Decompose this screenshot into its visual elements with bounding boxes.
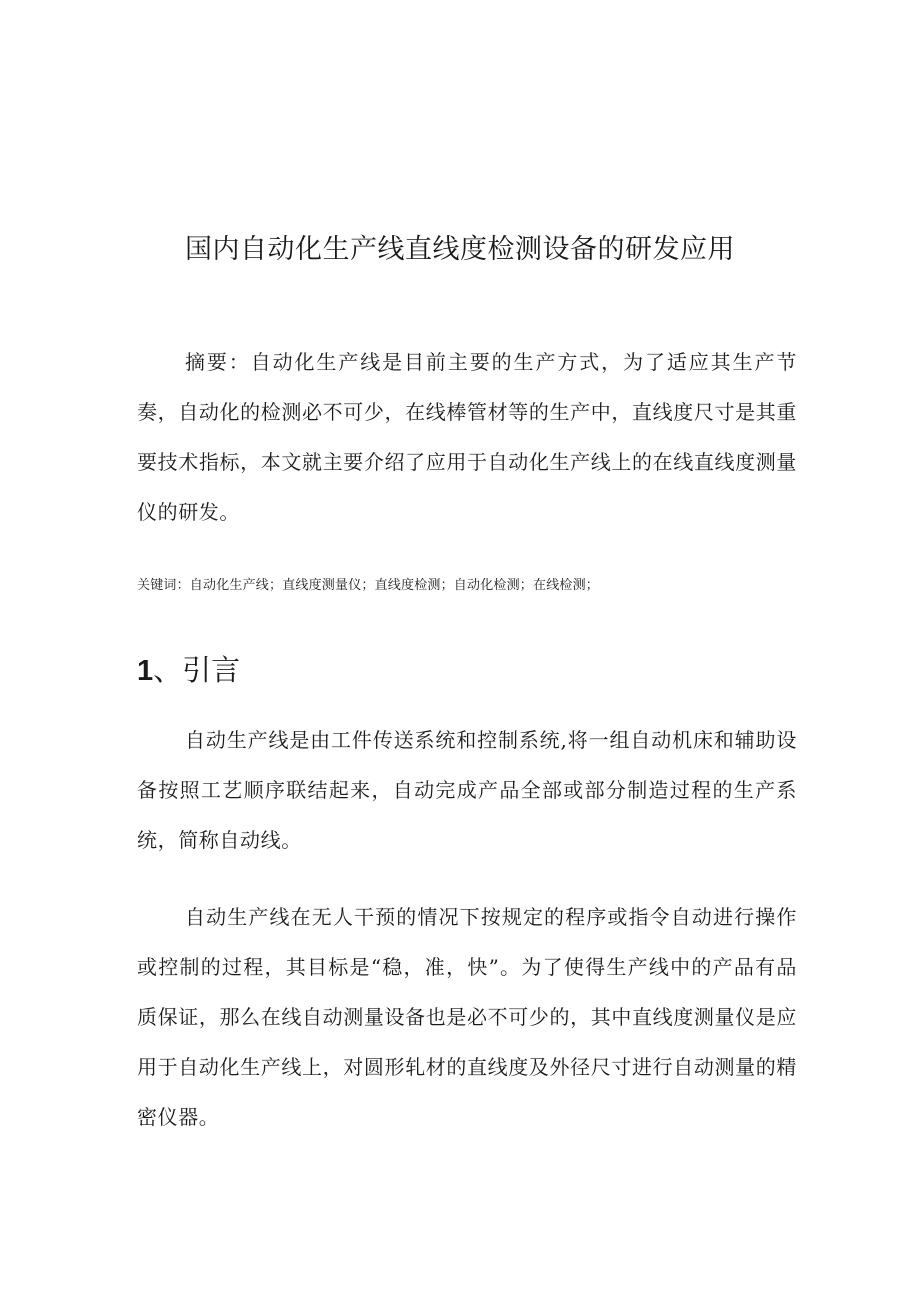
section-number: 1 [137, 655, 154, 687]
section-title: 、引言 [153, 653, 241, 687]
abstract-paragraph: 摘要：自动化生产线是目前主要的生产方式，为了适应其生产节奏，自动化的检测必不可少，在线棒管材等的生产中，直线度尺寸是其重要技术指标，本文就主要介绍了应用于自动化生产线上的在线直线度测量仪的研发。 [137, 350, 797, 524]
body-paragraph-2: 自动生产线在无人干预的情况下按规定的程序或指令自动进行操作或控制的过程，其目标是“稳，准，快”。为了使得生产线中的产品有品质保证，那么在线自动测量设备也是必不可少的，其中直线度测量仪是应用于自动化生产线上，对圆形轧材的直线度及外径尺寸进行自动测量的精密仪器。 [137, 905, 797, 1129]
document-title: 国内自动化生产线直线度检测设备的研发应用 [185, 234, 735, 265]
body-paragraph-1: 自动生产线是由工件传送系统和控制系统,将一组自动机床和辅助设备按照工艺顺序联结起来，自动完成产品全部或部分制造过程的生产系统，简称自动线。 [137, 728, 797, 852]
keywords-line: 关键词：自动化生产线；直线度测量仪；直线度检测；自动化检测；在线检测； [137, 578, 600, 593]
section-heading-introduction [137, 646, 240, 695]
